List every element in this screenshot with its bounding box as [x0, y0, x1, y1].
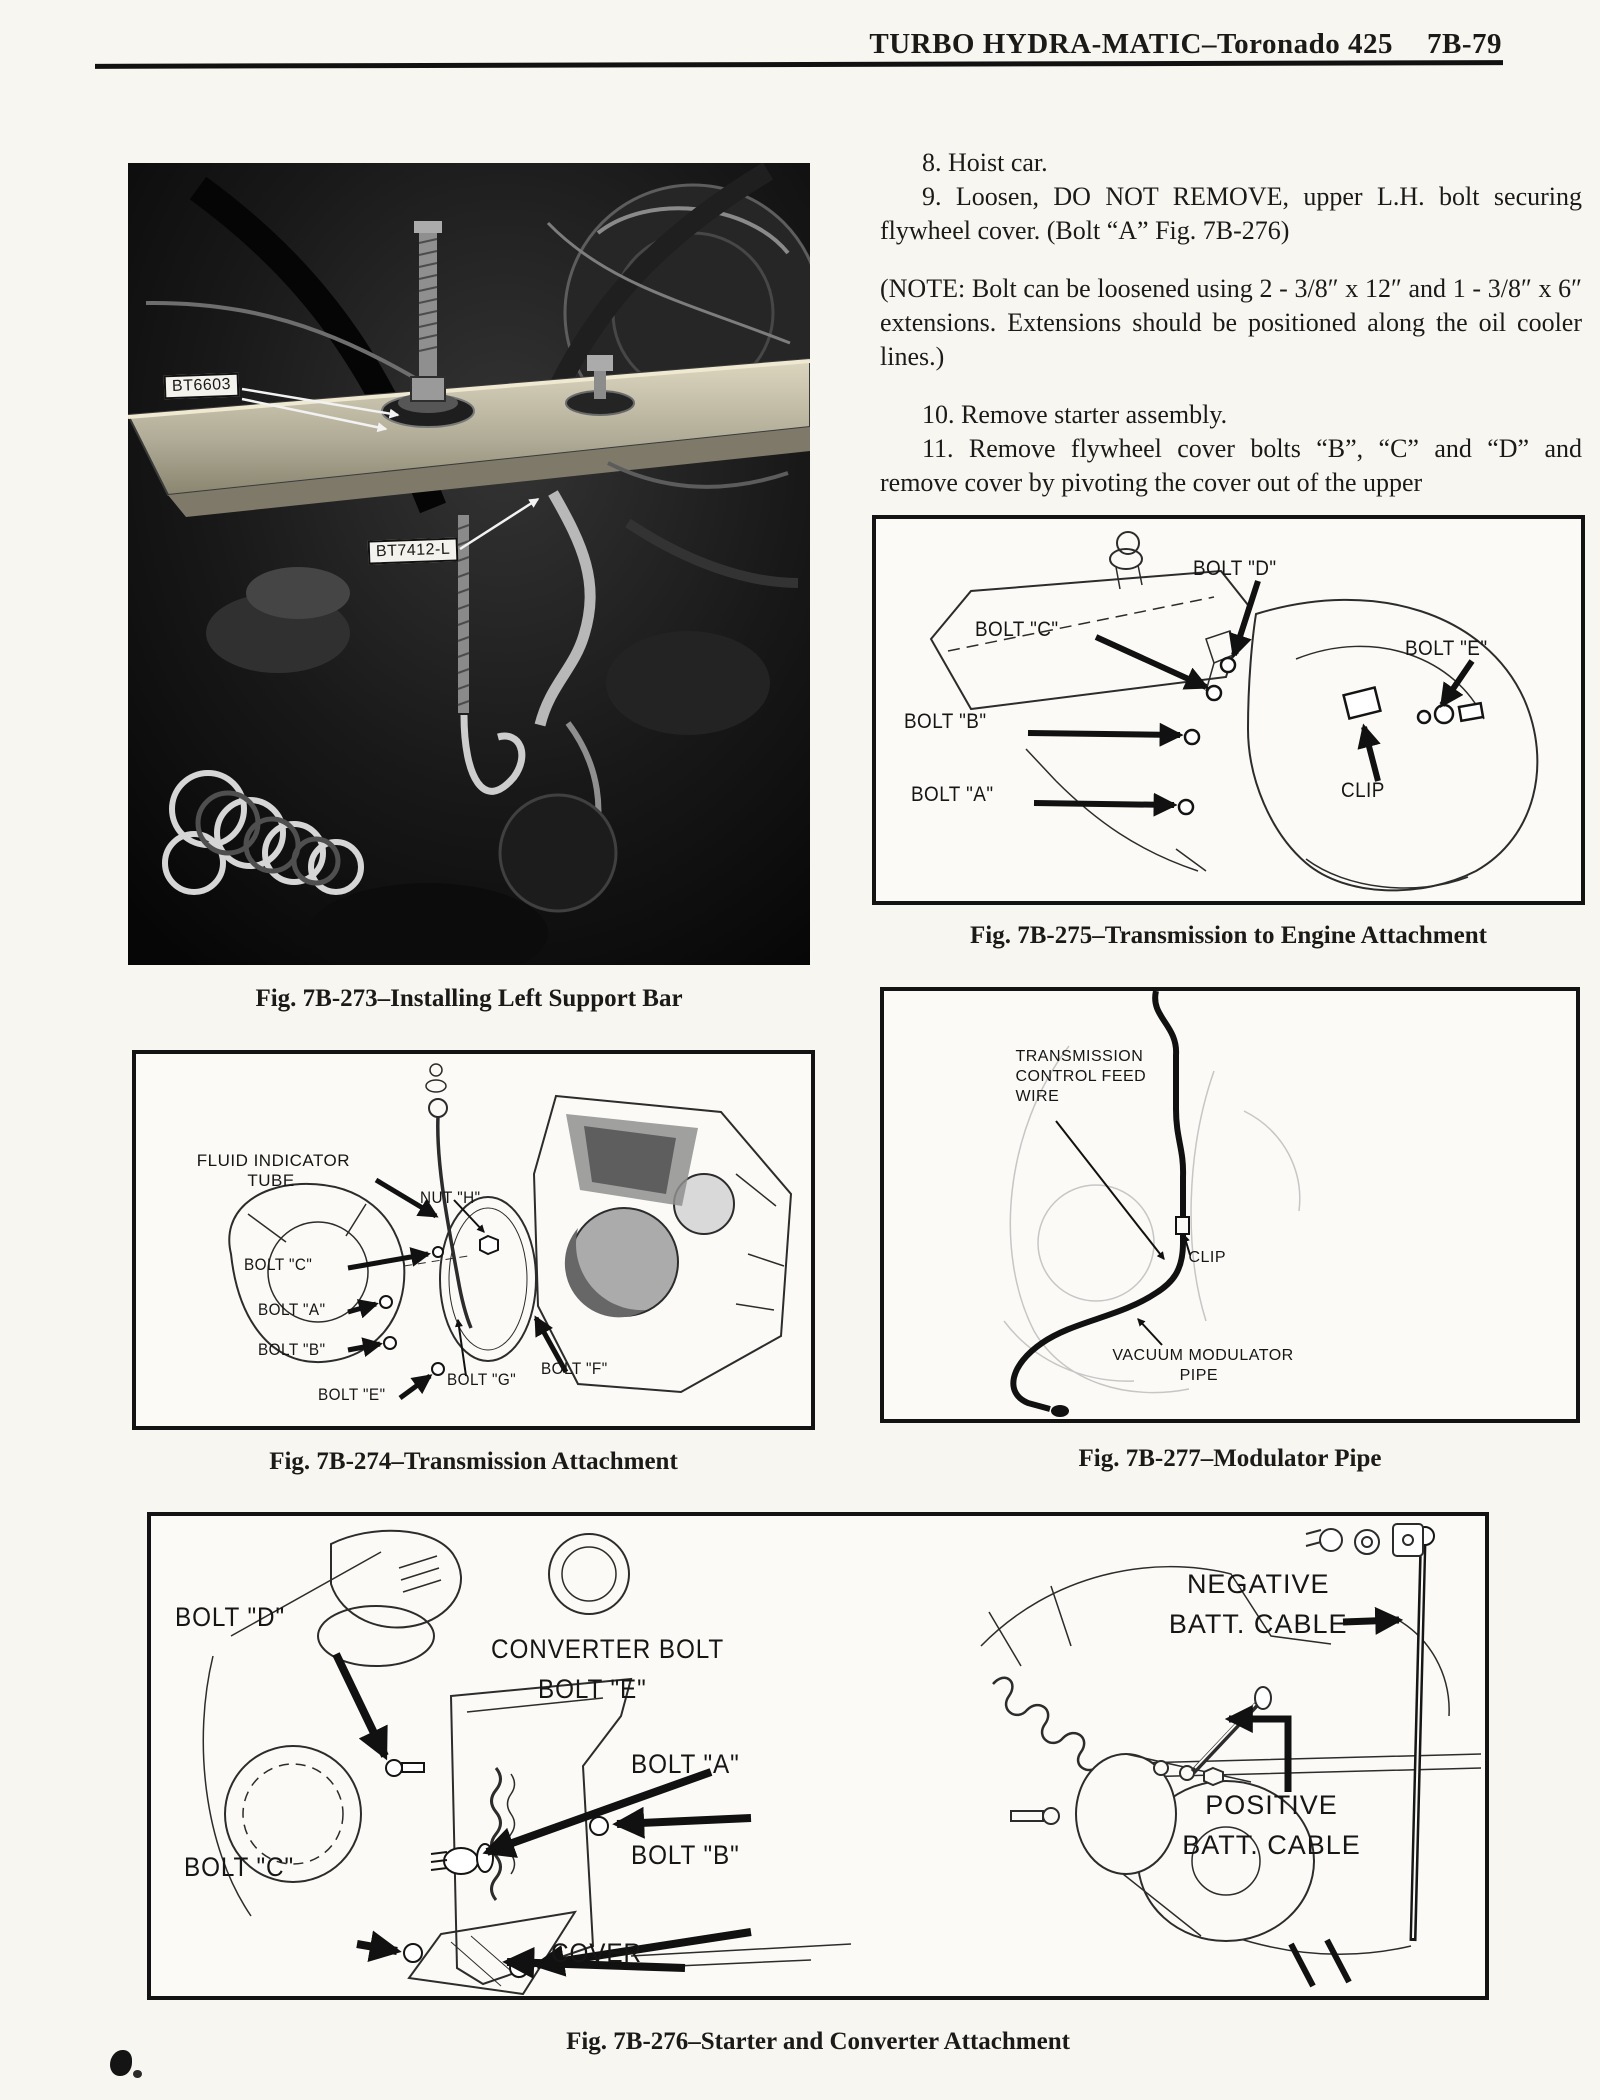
note-paragraph: (NOTE: Bolt can be loosened using 2 - 3/8″ x 12″ and 1 - 3/8″ x 6″ extensions. Extensions should be positioned along the oil cooler lines.)	[880, 274, 1582, 371]
scan-speck	[110, 2050, 132, 2076]
fig277-diagram	[880, 987, 1580, 1423]
fig274-label-bolt-c: BOLT "C"	[244, 1254, 313, 1274]
fig274-label-bolt-f: BOLT "F"	[541, 1359, 608, 1379]
fig274-caption: Fig. 7B-274–Transmission Attachment	[269, 1448, 678, 1475]
fig277-label-clip: CLIP	[1188, 1248, 1227, 1266]
photo-tool-tag-bt6603: BT6603	[164, 373, 240, 400]
fig273-caption: Fig. 7B-273–Installing Left Support Bar	[255, 985, 683, 1012]
fig275-label-bolt-b: BOLT "B"	[904, 710, 987, 733]
fig273-photo-art	[128, 163, 810, 965]
fig274-diagram	[132, 1050, 815, 1430]
fig275-label-bolt-d: BOLT "D"	[1193, 557, 1277, 581]
fig275-label-bolt-c: BOLT "C"	[974, 618, 1059, 642]
fig276-label-positive-batt-cable: POSITIVE BATT. CABLE	[1182, 1789, 1361, 1860]
fig274-label-bolt-g: BOLT "G"	[446, 1370, 516, 1390]
page-number: 7B-79	[1427, 28, 1502, 60]
fig276-label-converter-bolt: CONVERTER BOLT	[491, 1633, 725, 1664]
fig275-label-bolt-a: BOLT "A"	[911, 782, 994, 806]
fig276-label-bolt-b: BOLT "B"	[631, 1840, 740, 1870]
photo-tool-tag-bt7412: BT7412-L	[368, 537, 459, 564]
fig276-caption: Fig. 7B-276–Starter and Converter Attachment	[566, 2028, 1070, 2055]
fig276-diagram	[147, 1512, 1489, 2000]
fig277-label-control-feed-wire: TRANSMISSION CONTROL FEED WIRE	[1015, 1047, 1147, 1105]
fig274-label-nut-h: NUT "H"	[419, 1187, 480, 1207]
step-10: 10. Remove starter assembly.	[922, 400, 1228, 429]
page-header	[0, 28, 1502, 61]
header-title: TURBO HYDRA-MATIC–Toronado 425	[869, 28, 1393, 60]
fig275-caption: Fig. 7B-275–Transmission to Engine Attachment	[970, 922, 1487, 949]
fig276-label-bolt-e: BOLT "E"	[537, 1674, 647, 1705]
fig275-label-clip: CLIP	[1341, 778, 1386, 802]
fig275-label-bolt-e: BOLT "E"	[1404, 637, 1488, 661]
step-9: 9. Loosen, DO NOT REMOVE, upper L.H. bolt securing flywheel cover. (Bolt “A” Fig. 7B-276)	[880, 182, 1582, 245]
step-11: 11. Remove flywheel cover bolts “B”, “C” and “D” and remove cover by pivoting the cover out of the upper	[880, 434, 1582, 497]
header-rule	[95, 60, 1503, 69]
fig274-label-bolt-a: BOLT "A"	[257, 1299, 325, 1319]
fig276-label-bolt-c: BOLT "C"	[184, 1852, 295, 1882]
fig274-label-bolt-e: BOLT "E"	[318, 1385, 386, 1405]
fig277-caption: Fig. 7B-277–Modulator Pipe	[1078, 1445, 1382, 1472]
fig277-label-vacuum-modulator-pipe: VACUUM MODULATOR PIPE	[1112, 1347, 1294, 1385]
fig275-diagram	[872, 515, 1585, 905]
fig274-label-fluid-tube: FLUID INDICATOR TUBE	[196, 1150, 351, 1190]
procedure-text	[880, 146, 1582, 500]
fig276-label-cover: COVER	[551, 1938, 643, 1969]
step-8: 8. Hoist car.	[922, 148, 1048, 177]
fig276-label-bolt-a: BOLT "A"	[631, 1748, 740, 1779]
fig274-label-bolt-b: BOLT "B"	[257, 1340, 325, 1360]
fig273-photo	[128, 163, 810, 965]
fig276-label-bolt-d: BOLT "D"	[175, 1602, 285, 1633]
fig276-label-negative-batt-cable: NEGATIVE BATT. CABLE	[1168, 1569, 1348, 1639]
scan-speck-small	[133, 2070, 142, 2078]
